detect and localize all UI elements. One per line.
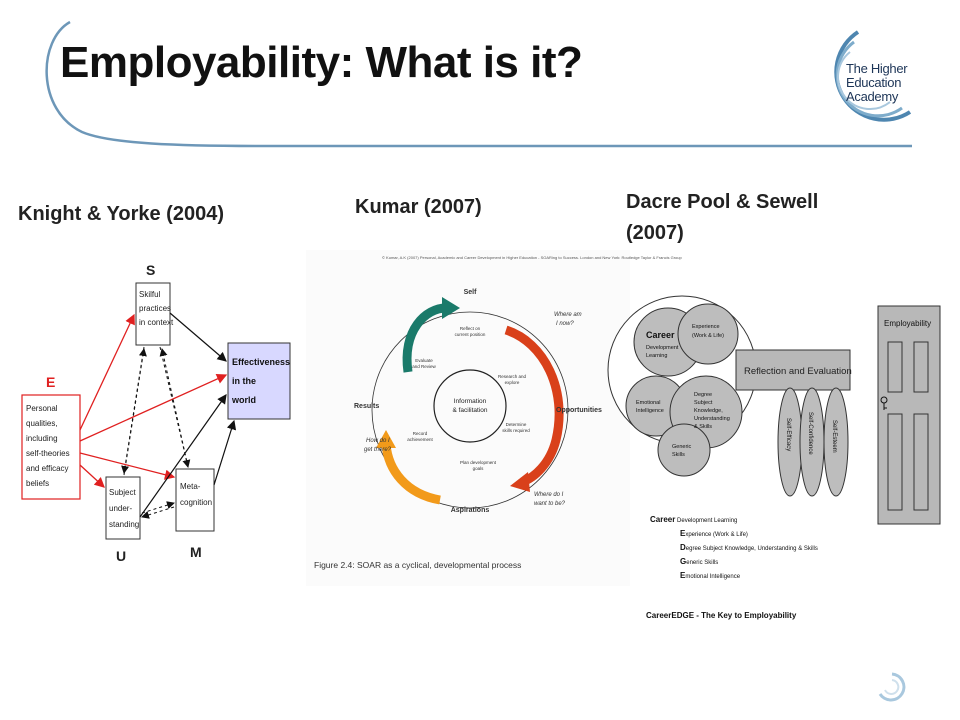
soar-label-self: Self [463, 289, 477, 296]
skilful-line-1: Skilful [139, 290, 161, 299]
soar-evaluate-1: Evaluate [415, 358, 433, 363]
soar-where-am-i-1: Where am [554, 312, 582, 318]
legend-row-3 [680, 543, 818, 552]
employability-door [878, 306, 940, 524]
soar-reflect-2: current position [454, 332, 486, 337]
personal-line-4: self-theories [26, 449, 70, 458]
soar-center-line-1: Information [453, 398, 487, 405]
generic-line-1: Generic [672, 444, 692, 450]
legend-5-big: E [680, 571, 686, 580]
effectiveness-line-1: Effectiveness [232, 357, 291, 367]
legend-1-big: Career [650, 515, 676, 524]
self-confidence-label: Self-Confidence [807, 412, 813, 455]
legend-4-rest: eneric Skills [686, 560, 719, 566]
soar-where-am-i-2: I now? [556, 321, 574, 327]
degree-line-2: Subject [694, 400, 713, 406]
usem-letter-s: S [146, 262, 156, 278]
heading-dacre-line-2: (2007) [626, 222, 684, 244]
soar-where-do-i-2: want to be? [534, 501, 566, 507]
legend-3-rest: egree Subject Knowledge, Understanding & Skills [685, 546, 818, 552]
effectiveness-line-2: in the [232, 376, 256, 386]
experience-line-2: (Work & Life) [692, 333, 724, 339]
emotional-line-1: Emotional [636, 400, 661, 406]
soar-reflect-1: Reflect on [459, 326, 481, 331]
meta-line-2: cognition [180, 498, 213, 507]
careeredge-tagline: CareerEDGE - The Key to Employability [646, 611, 797, 620]
soar-center-line-2: & facilitation [452, 407, 488, 414]
degree-line-5: & Skills [694, 424, 713, 430]
heading-dacre-line-1: Dacre Pool & Sewell [626, 191, 819, 213]
personal-line-6: beliefs [26, 479, 50, 488]
generic-circle [658, 424, 713, 476]
soar-plan-2: goals [472, 466, 484, 471]
usem-letter-u: U [116, 548, 127, 564]
generic-line-2: Skills [672, 452, 685, 458]
soar-evaluate-2: and Review [412, 364, 436, 369]
subject-line-1: Subject [109, 488, 136, 497]
soar-record-1: Record [412, 431, 428, 436]
logo-line-3: Academy [846, 89, 899, 104]
legend-3-big: D [680, 543, 686, 552]
skilful-line-2: practices [139, 304, 172, 313]
usem-letter-m: M [190, 544, 202, 560]
subject-line-2: under- [109, 504, 133, 513]
career-label: Career [646, 330, 675, 340]
legend-row-4 [680, 557, 718, 566]
employability-label: Employability [884, 319, 932, 328]
skilful-line-3: in context [139, 318, 174, 327]
legend-1-rest: Development Learning [675, 518, 738, 524]
soar-label-opportunities: Opportunities [556, 407, 602, 414]
soar-determine-2: skills required [502, 428, 530, 433]
legend-4-big: G [680, 557, 687, 566]
legend-2-big: E [680, 529, 686, 538]
legend-row-1 [650, 515, 737, 524]
soar-how-do-i-2: get there? [364, 447, 392, 453]
heading-knight-yorke: Knight & Yorke (2004) [18, 203, 224, 225]
personal-line-5: and efficacy [26, 464, 69, 473]
personal-line-2: qualities, [26, 419, 58, 428]
legend-row-2 [680, 529, 748, 538]
legend-5-rest: motional Intelligence [685, 574, 741, 580]
soar-caption: Figure 2.4: SOAR as a cyclical, developmental process [314, 560, 522, 570]
experience-line-1: Experience [692, 324, 720, 330]
slide-title: Employability: What is it? [60, 38, 583, 87]
logo-line-1: The Higher [846, 61, 908, 76]
self-efficacy-label: Self-Efficacy [785, 418, 791, 452]
degree-line-1: Degree [694, 392, 713, 398]
soar-research-2: explore [504, 380, 520, 385]
heading-dacre-pool-sewell [626, 187, 818, 249]
soar-plan-1: Plan development [459, 460, 497, 465]
soar-how-do-i-1: How do I [366, 438, 390, 444]
soar-record-2: achievement [407, 437, 433, 442]
soar-citation: © Kumar, A.K (2007) Personal, Academic and Career Development in Higher Education - SOARing to Success. London and New York: Routledge Taylor & Francis Group [382, 255, 682, 260]
effectiveness-line-3: world [232, 395, 256, 405]
reflection-evaluation-label: Reflection and Evaluation [744, 366, 852, 377]
legend-row-5 [680, 571, 741, 580]
personal-line-3: including [26, 434, 58, 443]
careeredge-diagram [624, 288, 944, 628]
soar-research-1: Research and [497, 374, 527, 379]
degree-line-3: Knowledge, [694, 408, 723, 414]
careeredge-legend [650, 515, 818, 580]
hea-logo [810, 20, 920, 130]
career-sub-2: Learning [646, 353, 668, 359]
legend-2-rest: xperience (Work & Life) [685, 532, 748, 538]
soar-determine-1: Determine [505, 422, 527, 427]
subject-line-3: standing [109, 520, 140, 529]
usem-diagram [20, 255, 300, 575]
degree-line-4: Understanding [694, 416, 730, 422]
soar-label-results: Results [354, 403, 380, 410]
soar-label-aspirations: Aspirations [450, 507, 490, 514]
emotional-line-2: Intelligence [636, 408, 664, 414]
logo-line-2: Education [846, 75, 902, 90]
meta-line-1: Meta- [180, 482, 201, 491]
career-sub-1: Development [646, 345, 679, 351]
personal-line-1: Personal [26, 404, 58, 413]
soar-where-do-i-1: Where do I [534, 492, 564, 498]
usem-letter-e: E [46, 374, 56, 390]
spiral-decoration-icon [872, 668, 912, 708]
heading-kumar: Kumar (2007) [355, 196, 482, 218]
self-esteem-label: Self-Esteem [831, 420, 837, 453]
